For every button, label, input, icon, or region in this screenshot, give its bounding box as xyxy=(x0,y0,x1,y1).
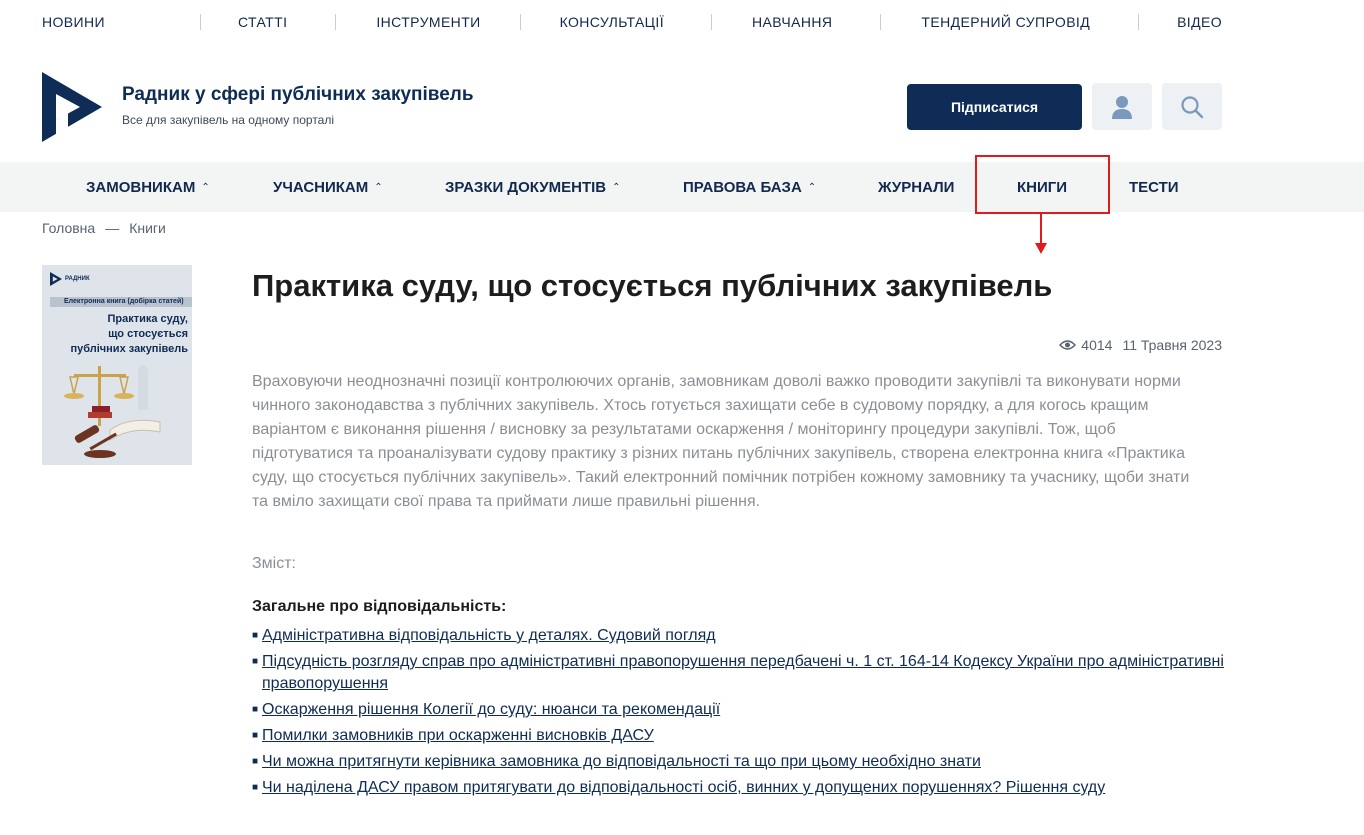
arrow-down-icon xyxy=(1035,243,1047,254)
contents-link[interactable]: Чи можна притягнути керівника замовника до відповідальності та що при цьому необхідно знати xyxy=(262,753,981,770)
main-nav-tests[interactable] xyxy=(1129,162,1179,212)
cover-title xyxy=(52,312,188,357)
main-nav-participants[interactable] xyxy=(273,162,383,212)
list-item xyxy=(252,699,1227,721)
site-header xyxy=(0,60,1364,160)
bullet-icon: ■ xyxy=(252,782,259,793)
page-title: Практика суду, що стосується публічних закупівель xyxy=(252,268,1053,303)
cover-title-line: Практика суду, xyxy=(107,313,188,325)
cover-title-line: публічних закупівель xyxy=(70,343,188,355)
site-subtitle: Все для закупівель на одному порталі xyxy=(122,113,335,127)
site-title[interactable]: Радник у сфері публічних закупівель xyxy=(122,84,474,105)
main-nav-label: УЧАСНИКАМ xyxy=(273,178,369,196)
top-nav-tender-support[interactable]: ТЕНДЕРНИЙ СУПРОВІД xyxy=(921,14,1091,30)
contents-link[interactable]: Чи наділена ДАСУ правом притягувати до відповідальності осіб, винних у допущених порушеннях? Рішення суду xyxy=(262,779,1106,796)
breadcrumb-home[interactable]: Головна xyxy=(42,220,96,236)
search-button[interactable] xyxy=(1162,83,1222,130)
main-nav-label: ЗРАЗКИ ДОКУМЕНТІВ xyxy=(445,178,607,196)
contents-list xyxy=(252,625,1227,803)
list-item xyxy=(252,751,1227,773)
main-nav-label: ПРАВОВА БАЗА xyxy=(683,178,802,196)
user-icon xyxy=(1112,95,1132,119)
views-count: 4014 xyxy=(1081,337,1113,353)
chevron-up-icon: ⌃ xyxy=(201,181,210,193)
divider xyxy=(200,14,201,30)
contents-link[interactable]: Помилки замовників при оскарженні висновків ДАСУ xyxy=(262,727,654,744)
breadcrumb-current: Книги xyxy=(129,220,166,236)
top-nav-articles[interactable]: СТАТТІ xyxy=(237,14,288,30)
scales-of-justice-icon xyxy=(60,360,180,460)
bullet-icon: ■ xyxy=(252,756,259,767)
article-intro: Враховуючи неоднозначні позиції контролюючих органів, замовникам доволі важко проводити закупівлі та виконувати норми чинного законодавства з публічних закупівель. Хтось готується захищати себе в судовому порядку, а для когось кращим варіантом є виконання рішення / висновку за результатами оскарження / моніторингу процедури закупівлі. Тож, щоб підготуватися та проаналізувати судову практику з різних питань публічних закупівель, створена електронна книга «Практика суду, що стосується публічних закупівель». Такий електронний помічник потрібен кожному замовнику та учаснику, щоби знати та вміло захищати свої права та приймати лише правильні рішення. xyxy=(252,373,1190,510)
eye-icon xyxy=(1059,339,1076,351)
user-button[interactable] xyxy=(1092,83,1152,130)
cover-logo-text: РАДНИК xyxy=(65,276,90,282)
breadcrumb-separator: — xyxy=(105,220,120,236)
contents-link[interactable]: Адміністративна відповідальність у деталях. Судовий погляд xyxy=(262,627,716,644)
cover-logo xyxy=(50,272,90,286)
main-nav-label: ЗАМОВНИКАМ xyxy=(86,178,196,196)
contents-label: Зміст: xyxy=(252,555,296,572)
list-item xyxy=(252,777,1227,799)
bullet-icon: ■ xyxy=(252,730,259,741)
divider xyxy=(335,14,336,30)
book-cover[interactable] xyxy=(42,265,192,465)
top-nav-consultations[interactable]: КОНСУЛЬТАЦІЇ xyxy=(559,14,665,30)
divider xyxy=(711,14,712,30)
chevron-up-icon: ⌃ xyxy=(374,181,383,193)
top-nav-training[interactable]: НАВЧАННЯ xyxy=(752,14,833,30)
list-item xyxy=(252,625,1227,647)
main-nav-customers[interactable] xyxy=(86,162,210,212)
cover-title-line: що стосується xyxy=(108,328,188,340)
bullet-icon: ■ xyxy=(252,704,259,715)
annotation-arrow xyxy=(1040,214,1042,244)
main-nav xyxy=(0,162,1364,212)
logo-icon xyxy=(50,272,62,286)
article-meta xyxy=(1059,337,1222,353)
top-nav-video[interactable]: ВІДЕО xyxy=(1177,14,1222,30)
top-nav-tools[interactable]: ІНСТРУМЕНТИ xyxy=(376,14,481,30)
chevron-up-icon: ⌃ xyxy=(612,181,621,193)
cover-band: Електронна книга (добірка статей) xyxy=(50,297,192,307)
main-nav-journals[interactable] xyxy=(878,162,954,212)
main-nav-label: ТЕСТИ xyxy=(1129,178,1179,196)
publish-date: 11 Травня 2023 xyxy=(1122,337,1222,353)
top-nav-news[interactable]: НОВИНИ xyxy=(42,14,105,30)
main-nav-label: КНИГИ xyxy=(1017,178,1068,196)
list-item xyxy=(252,725,1227,747)
search-icon xyxy=(1180,95,1204,119)
contents-link[interactable]: Оскарження рішення Колегії до суду: нюанси та рекомендації xyxy=(262,701,721,718)
breadcrumb xyxy=(42,220,166,236)
divider xyxy=(880,14,881,30)
divider xyxy=(1138,14,1139,30)
divider xyxy=(520,14,521,30)
contents-link[interactable]: Підсудність розгляду справ про адміністративні правопорушення передбачені ч. 1 ст. 164-14 Кодексу України про адміністративні правопорушення xyxy=(262,653,1224,692)
bullet-icon: ■ xyxy=(252,630,259,641)
top-nav xyxy=(42,0,1222,44)
bullet-icon: ■ xyxy=(252,656,259,667)
logo-icon[interactable] xyxy=(42,72,102,142)
main-nav-label: ЖУРНАЛИ xyxy=(878,178,955,196)
section-title: Загальне про відповідальність: xyxy=(252,598,507,615)
subscribe-button[interactable]: Підписатися xyxy=(907,84,1082,130)
main-nav-legal-base[interactable] xyxy=(683,162,816,212)
chevron-up-icon: ⌃ xyxy=(807,181,817,193)
views-counter xyxy=(1059,337,1112,353)
main-nav-doc-samples[interactable] xyxy=(445,162,621,212)
list-item xyxy=(252,651,1227,695)
highlight-box xyxy=(975,155,1110,214)
